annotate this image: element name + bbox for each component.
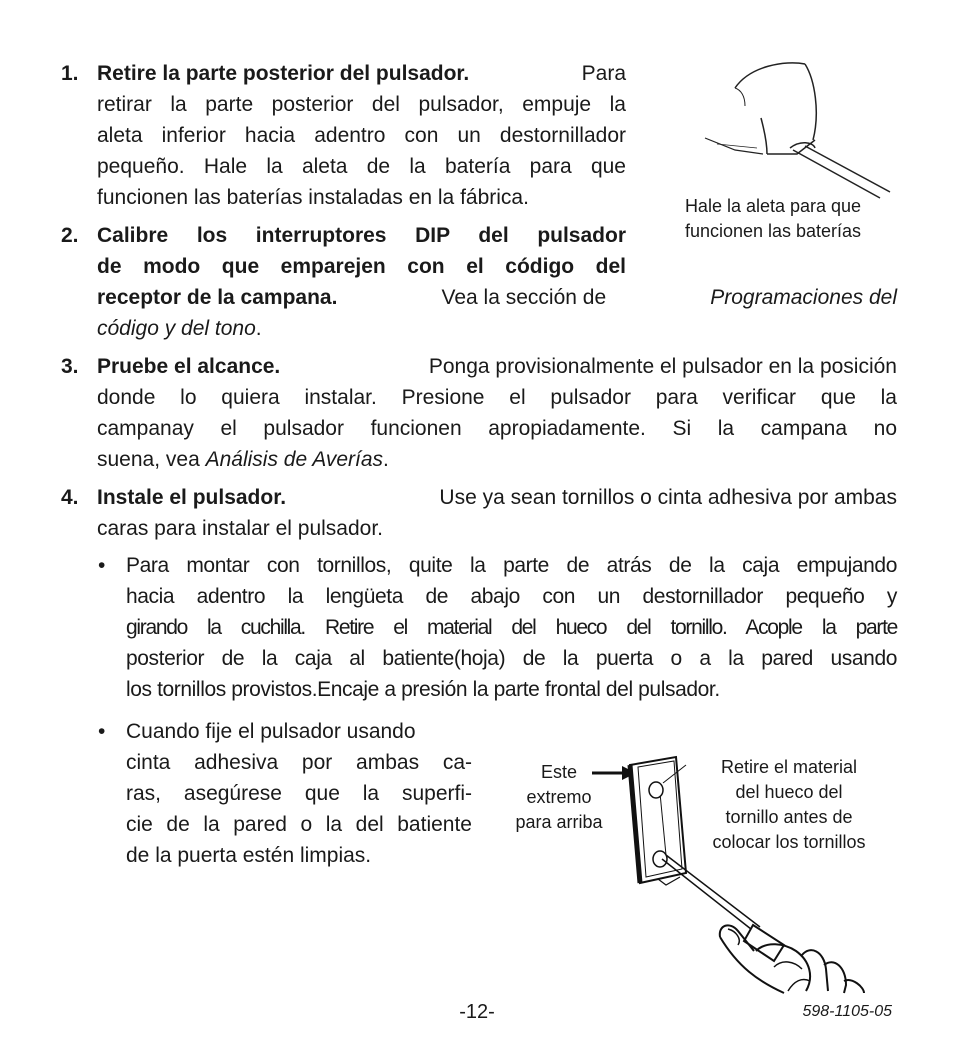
bullet-2-line: Cuando fije el pulsador usando <box>126 720 416 743</box>
step-3-number: 3. <box>61 355 79 378</box>
bullet-1-line: hacia adentro la lengüeta de abajo con un destornillador pequeño y <box>126 585 897 608</box>
figure-2-left-label-line: extremo <box>526 787 592 807</box>
step-2-title-line: Calibre los interruptores DIP del pulsador <box>97 224 626 247</box>
document-code: 598-1105-05 <box>802 1003 892 1020</box>
step-2-text <box>97 220 897 344</box>
figure-2-right-label-line: Retire el material <box>720 757 858 777</box>
step-1-line-2: aleta inferior hacia adentro con un destornillador <box>97 124 626 147</box>
step-3-line: suena, vea <box>97 448 200 471</box>
bullet-1-line: girando la cuchilla. Retire el material del hueco del tornillo. Acople la parte <box>126 616 897 639</box>
step-1-title: Retire la parte posterior del pulsador. <box>97 62 470 85</box>
bullet-2-text <box>126 716 472 871</box>
step-4-title: Instale el pulsador. <box>97 486 287 509</box>
step-4-text <box>97 482 897 544</box>
backplate-screwdriver-illustration <box>588 755 898 995</box>
step-3-title: Pruebe el alcance. <box>97 355 281 378</box>
bullet-1-symbol: • <box>98 554 106 577</box>
step-2-end: . <box>255 317 262 340</box>
step-2-reference: Programaciones del <box>710 286 897 309</box>
figure-2-right-label-line: colocar los tornillos <box>712 832 866 852</box>
step-2-reference: código y del tono <box>97 317 256 340</box>
bullet-1-text <box>126 550 897 705</box>
step-4-number: 4. <box>61 486 79 509</box>
bullet-1-line: posterior de la caja al batiente(hoja) de la puerta o a la pared usando <box>126 647 897 670</box>
step-4-line: Use ya sean tornillos o cinta adhesiva por ambas <box>439 486 897 509</box>
step-1-line-3: pequeño. Hale la aleta de la batería para que <box>97 155 626 178</box>
step-3-reference: Análisis de Averías <box>205 448 384 471</box>
step-2-title-line: receptor de la campana. <box>97 286 338 309</box>
step-3-end: . <box>383 448 389 471</box>
step-1-line-0: Para <box>581 62 626 85</box>
page-number: -12- <box>459 1001 495 1023</box>
bullet-2-line: ras, asegúrese que la superfi- <box>126 782 472 805</box>
step-1-line-4: funcionen las baterías instaladas en la fábrica. <box>97 186 529 209</box>
bullet-2-symbol: • <box>98 720 106 743</box>
step-2-number: 2. <box>61 224 79 247</box>
step-4-line: caras para instalar el pulsador. <box>97 517 383 540</box>
battery-tab-illustration <box>705 58 905 198</box>
bullet-2-line: cinta adhesiva por ambas ca- <box>126 751 472 774</box>
step-3-line: Ponga provisionalmente el pulsador en la posición <box>428 355 897 378</box>
step-2-body: Vea la sección de <box>441 286 607 309</box>
step-2-title-line: de modo que emparejen con el código del <box>97 255 626 278</box>
step-3-line: campanay el pulsador funcionen apropiadamente. Si la campana no <box>97 417 897 440</box>
figure-1-caption-line: funcionen las baterías <box>684 221 862 241</box>
step-1-line-1: retirar la parte posterior del pulsador, empuje la <box>97 93 626 116</box>
step-3-line: donde lo quiera instalar. Presione el pulsador para verificar que la <box>97 386 897 409</box>
step-3-text <box>97 351 897 475</box>
bullet-1-line: Para montar con tornillos, quite la parte de atrás de la caja empujando <box>126 554 897 577</box>
figure-2-left-label-line: Este <box>540 762 578 782</box>
bullet-2-line: cie de la pared o la del batiente <box>126 813 472 836</box>
figure-2-right-label-line: del hueco del <box>735 782 843 802</box>
figure-2-left-label-line: para arriba <box>515 812 603 832</box>
step-1-text <box>97 58 626 213</box>
bullet-1-line: los tornillos provistos.Encaje a presión la parte frontal del pulsador. <box>126 678 720 701</box>
step-1-number: 1. <box>61 62 79 85</box>
figure-1-caption-line: Hale la aleta para que <box>684 196 862 216</box>
figure-2-right-label-line: tornillo antes de <box>725 807 853 827</box>
bullet-2-line: de la puerta estén limpias. <box>126 844 372 867</box>
